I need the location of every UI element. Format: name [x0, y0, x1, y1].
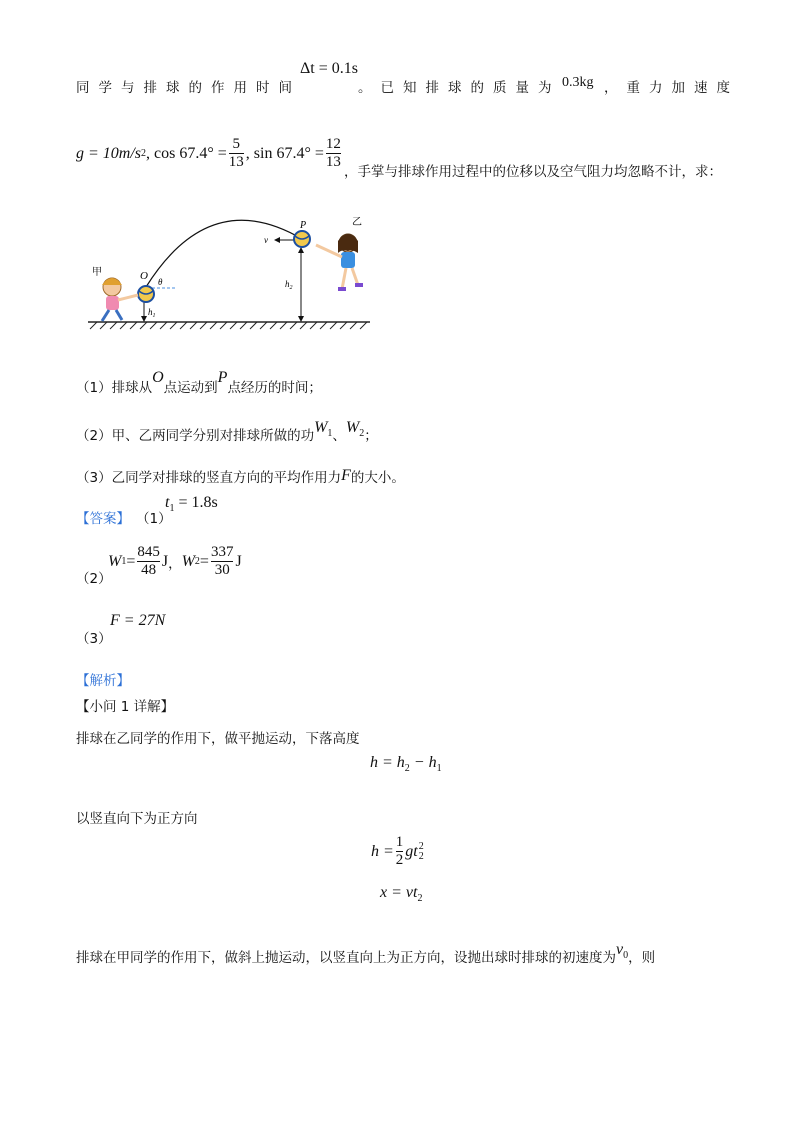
equation-freefall: h = $\frac{1}{2}$ gt 2 2	[371, 834, 424, 868]
question-2-text-a: 甲、乙两同学分别对排球所做的功	[111, 428, 315, 444]
label-jia: 甲	[92, 267, 102, 278]
analysis-paragraph-2: 以竖直向下为正方向	[76, 811, 198, 827]
trajectory-curve	[146, 220, 302, 287]
question-1-number: （1）	[76, 380, 112, 396]
sin-fraction	[326, 136, 341, 171]
question-1	[76, 369, 322, 397]
answer-2-number: （2）	[76, 571, 112, 587]
point-o-label: O	[140, 270, 148, 282]
equation-x: $x = vt_2$	[380, 884, 423, 904]
question-2-w2: $W_2$	[345, 419, 365, 439]
cos-numerator: 5	[232, 136, 241, 152]
answer-tag: 【答案】	[76, 511, 130, 527]
question-1-symbol-p: P	[217, 369, 228, 386]
v0-symbol: $v_0$	[616, 941, 629, 961]
question-2-number: （2）	[76, 428, 112, 444]
analysis-paragraph-3: 排球在甲同学的作用下，做斜上抛运动，以竖直向上为正方向，设抛出球时排球的初速度为$v_0$，则	[76, 941, 656, 966]
g-exponent: 2	[141, 148, 147, 159]
h1-label: $h_1$	[148, 307, 156, 319]
question-1-text-c: 点经历的时间；	[227, 380, 322, 396]
h2-label: $h_2$	[285, 279, 293, 291]
question-2-w1: $W_1$	[314, 419, 333, 439]
cos-denominator: 13	[228, 154, 244, 170]
v-label: v	[264, 235, 268, 245]
analysis-tag: 【解析】	[76, 673, 130, 689]
equation-half-fraction: $\frac{1}{2}$	[395, 834, 404, 868]
question-2-text-c: ；	[364, 428, 378, 444]
answer-1-formula: $t_1 = 1.8s$	[165, 494, 218, 514]
g-value: g = 10m/s	[76, 144, 142, 162]
sin-denominator: 13	[325, 154, 341, 170]
equation-h: $h = h_2 - h_1$	[370, 754, 442, 774]
question-2-separator: 、	[332, 428, 346, 444]
question-3-text-c: 的大小。	[350, 470, 405, 486]
analysis-paragraph-1: 排球在乙同学的作用下，做平抛运动，下落高度	[76, 731, 360, 747]
theta-label: θ	[158, 277, 163, 287]
student-yi-icon	[316, 234, 363, 291]
analysis-subtitle: 【小问 1 详解】	[76, 699, 175, 715]
given-formulas	[76, 136, 343, 171]
question-1-text-a: 排球从	[111, 380, 153, 396]
text-line-2-tail: ，手掌与排球作用过程中的位移以及空气阻力均忽略不计，求：	[344, 164, 722, 180]
cos-fraction	[229, 136, 244, 171]
question-1-symbol-o: O	[152, 369, 164, 386]
answer-3-number: （3）	[76, 631, 112, 647]
question-3-text-a: 乙同学对排球的竖直方向的平均作用力	[111, 470, 342, 486]
point-p-label: P	[300, 220, 307, 231]
sin-numerator: 12	[325, 136, 341, 152]
ground-hatching	[90, 322, 367, 329]
label-yi: 乙	[352, 217, 362, 228]
dt-formula: Δt = 0.1s	[300, 60, 358, 77]
sin-label: , sin 67.4° =	[245, 144, 324, 162]
question-3-number: （3）	[76, 470, 112, 486]
question-3-symbol-f: F	[341, 467, 351, 484]
student-jia-icon	[102, 278, 138, 321]
mass-value: 0.3kg	[562, 75, 594, 90]
answer-w1: W	[108, 552, 122, 570]
answer-3-formula: F = 27N	[110, 612, 166, 629]
cos-label: , cos 67.4° =	[146, 144, 227, 162]
answer-w2: W	[181, 552, 195, 570]
volleyball-diagram	[80, 205, 380, 335]
question-2	[76, 419, 378, 447]
answer-1-number: （1）	[136, 511, 172, 527]
text-line-1-suffix: ，重力加速度	[604, 80, 739, 96]
answer-w1-fraction: $\frac{845}{48}$	[137, 544, 160, 578]
answer-2-formula: W 1 = $\frac{845}{48}$ J ， W 2 = $\frac{337}{30}$ J	[108, 544, 242, 578]
text-line-1-prefix: 同学与排球的作用时间	[76, 80, 301, 96]
text-line-1-mid: 。已知排球的质量为	[358, 80, 561, 96]
question-1-text-b: 点运动到	[163, 380, 218, 396]
answer-w2-fraction: $\frac{337}{30}$	[210, 544, 234, 578]
question-3	[76, 466, 405, 487]
